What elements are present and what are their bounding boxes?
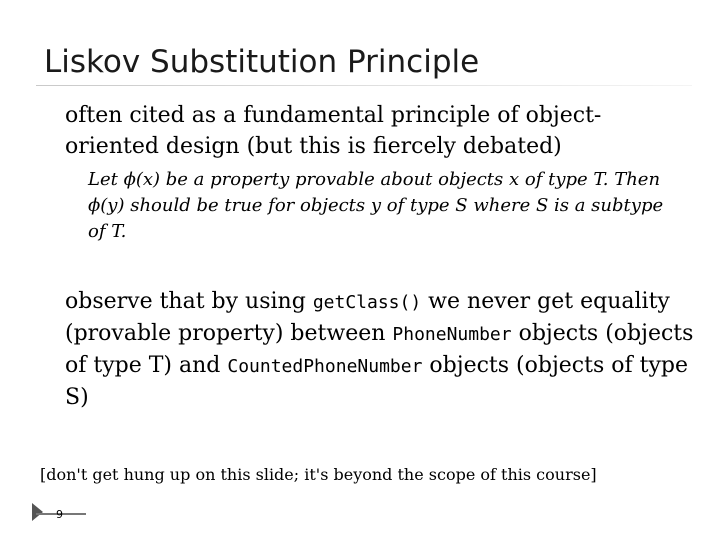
footnote: [don't get hung up on this slide; it's beyond the scope of this course] — [40, 465, 597, 484]
code-phonenumber: PhoneNumber — [392, 324, 512, 345]
slide-corner-arrow-icon — [32, 503, 43, 521]
bullet-text-getclass-observation — [65, 286, 705, 413]
code-getclass: getClass() — [312, 292, 422, 313]
sub-bullet-text-definition — [88, 167, 678, 245]
observation-text: we never get equality (provable property) between — [65, 289, 670, 346]
code-countedphonenumber: CountedPhoneNumber — [227, 356, 423, 377]
definition-text: Let — [88, 169, 124, 190]
definition-text: (y) should be true for objects y of type S where S is a subtype of T. — [88, 195, 664, 242]
observation-text: objects (objects of type T) and — [65, 321, 694, 378]
definition-text: (x) be a property provable about objects x of type T. Then — [135, 169, 661, 190]
title-divider — [36, 85, 692, 86]
observation-text: objects (objects of type S) — [65, 353, 688, 410]
phi-symbol: ϕ — [123, 169, 136, 190]
phi-symbol: ϕ — [88, 195, 101, 216]
slide-number: 9 — [56, 508, 63, 521]
observation-text: observe that by using — [65, 289, 313, 314]
bullet-text-fundamental-principle: often cited as a fundamental principle of object-oriented design (but this is fiercely debated) — [65, 103, 602, 159]
slide-title: Liskov Substitution Principle — [44, 44, 480, 80]
